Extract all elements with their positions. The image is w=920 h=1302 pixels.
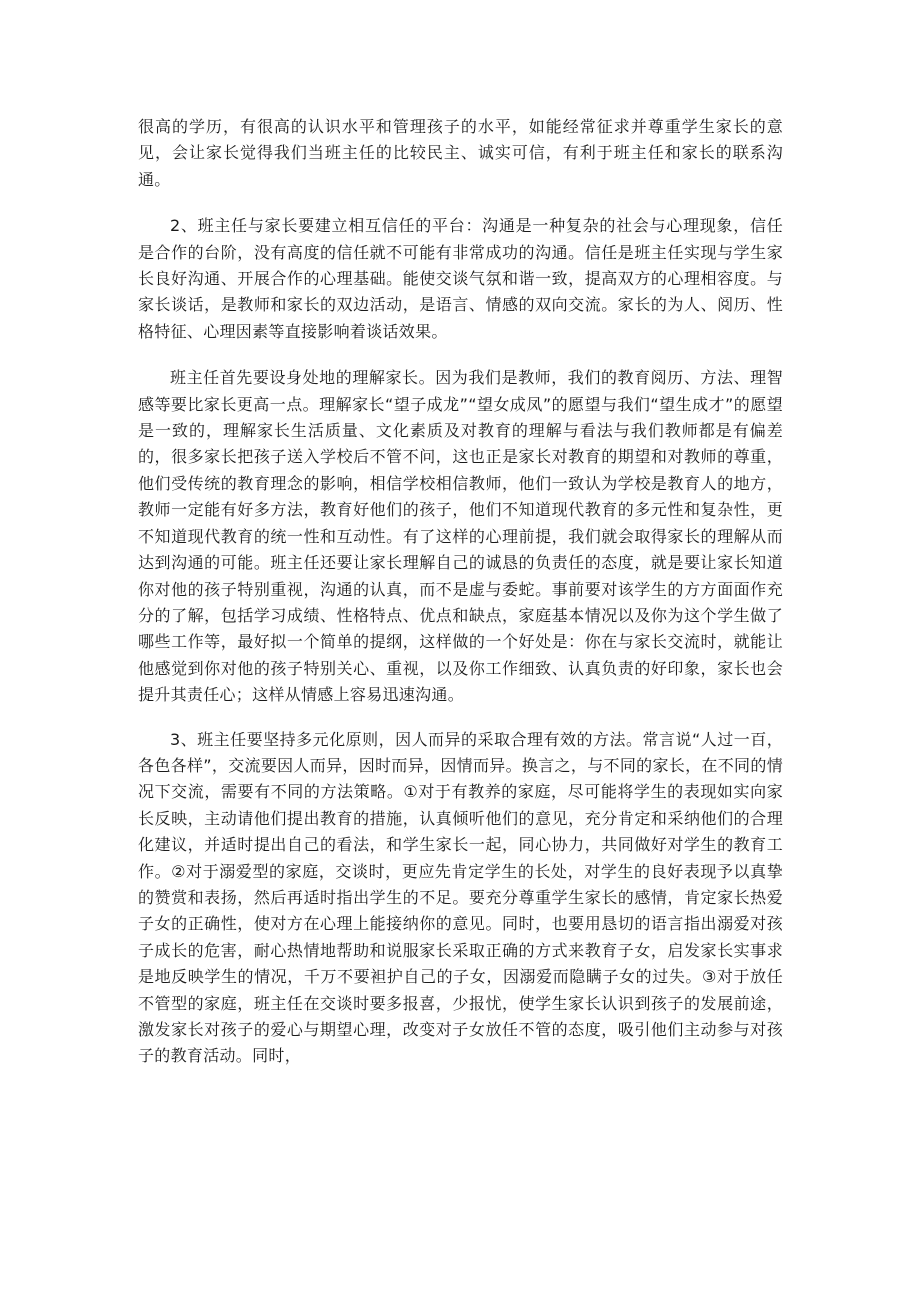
paragraph-3: 班主任首先要设身处地的理解家长。因为我们是教师，我们的教育阅历、方法、理智感等要比家长更高一点。理解家长“望子成龙”“望女成凤”的愿望与我们“望生成才”的愿望是一致的，理解家长生活质量、文化素质及对教育的理解与看法与我们教师都是有偏差的，很多家长把孩子送入学校后不管不问，这也正是家长对教育的期望和对教师的尊重，他们受传统的教育理念的影响，相信学校相信教师，他们一致认为学校是教育人的地方，教师一定能有好多方法，教育好他们的孩子，他们不知道现代教育的多元性和复杂性，更不知道现代教育的统一性和互动性。有了这样的心理前提，我们就会取得家长的理解从而达到沟通的可能。班主任还要让家长理解自己的诚恳的负责任的态度，就是要让家长知道你对他的孩子特别重视，沟通的认真，而不是虚与委蛇。事前要对该学生的方方面面作充分的了解，包括学习成绩、性格特点、优点和缺点，家庭基本情况以及你为这个学生做了哪些工作等，最好拟一个简单的提纲，这样做的一个好处是：你在与家长交流时，就能让他感觉到你对他的孩子特别关心、重视，以及你工作细致、认真负责的好印象，家长也会提升其责任心；这样从情感上容易迅速沟通。 — [138, 368, 783, 705]
paragraph-2: 2、班主任与家长要建立相互信任的平台：沟通是一种复杂的社会与心理现象，信任是合作的台阶，没有高度的信任就不可能有非常成功的沟通。信任是班主任实现与学生家长良好沟通、开展合作的心理基础。能使交谈气氛和谐一致，提高双方的心理相容度。与家长谈话，是教师和家长的双边活动，是语言、情感的双向交流。家长的为人、阅历、性格特征、心理因素等直接影响着谈话效果。 — [138, 216, 783, 341]
paragraph-4: 3、班主任要坚持多元化原则，因人而异的采取合理有效的方法。常言说“人过一百，各色各样”，交流要因人而异，因时而异，因情而异。换言之，与不同的家长，在不同的情况下交流，需要有不同的方法策略。①对于有教养的家庭，尽可能将学生的表现如实向家长反映，主动请他们提出教育的措施，认真倾听他们的意见，充分肯定和采纳他们的合理化建议，并适时提出自己的看法，和学生家长一起，同心协力，共同做好对学生的教育工作。②对于溺爱型的家庭，交谈时，更应先肯定学生的长处，对学生的良好表现予以真挚的赞赏和表扬，然后再适时指出学生的不足。要充分尊重学生家长的感情，肯定家长热爱子女的正确性，使对方在心理上能接纳你的意见。同时，也要用恳切的语言指出溺爱对孩子成长的危害，耐心热情地帮助和说服家长采取正确的方式来教育子女，启发家长实事求是地反映学生的情况，千万不要袒护自己的子女，因溺爱而隐瞒子女的过失。③对于放任不管型的家庭，班主任在交谈时要多报喜，少报忧，使学生家长认识到孩子的发展前途，激发家长对孩子的爱心与期望心理，改变对子女放任不管的态度，吸引他们主动参与对孩子的教育活动。同时， — [138, 729, 783, 1066]
paragraph-1: 很高的学历，有很高的认识水平和管理孩子的水平，如能经常征求并尊重学生家长的意见，会让家长觉得我们当班主任的比较民主、诚实可信，有利于班主任和家长的联系沟通。 — [138, 117, 783, 189]
document-page — [138, 114, 783, 1090]
